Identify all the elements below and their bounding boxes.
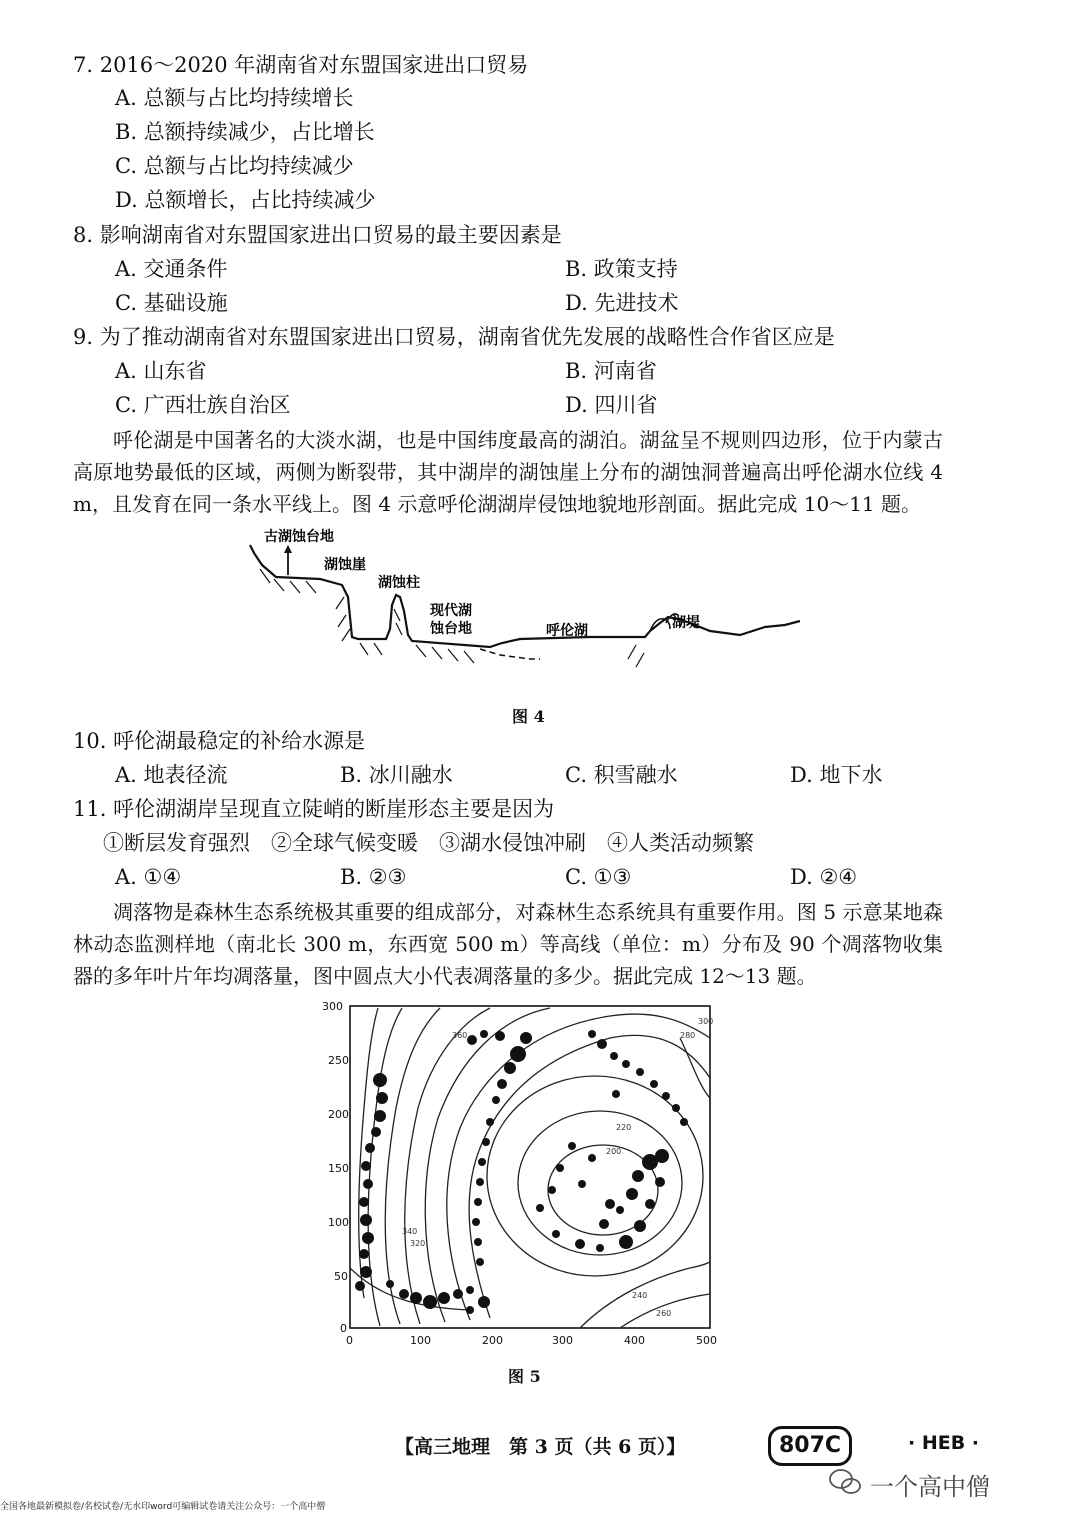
question-11-stem: 11. 呼伦湖湖岸呈现直立陡峭的断崖形态主要是因为 — [73, 797, 555, 821]
question-10-stem: 10. 呼伦湖最稳定的补给水源是 — [73, 729, 366, 753]
collector-dot — [438, 1292, 450, 1304]
q11-option-a: A. ①④ — [115, 865, 182, 889]
contour-label: 200 — [606, 1147, 622, 1156]
x-tick: 200 — [482, 1334, 503, 1347]
collector-dot — [373, 1073, 387, 1087]
collector-dot — [365, 1143, 375, 1153]
collector-dot — [497, 1079, 507, 1089]
collector-dot — [359, 1197, 369, 1207]
q11-option-b: B. ②③ — [340, 865, 407, 889]
collector-dot — [596, 1244, 604, 1252]
collector-dot — [355, 1281, 365, 1291]
label-modern-platform-2: 蚀台地 — [430, 621, 472, 637]
contour-label: 340 — [402, 1227, 418, 1236]
collector-dot — [466, 1286, 474, 1294]
q10-option-d: D. 地下水 — [790, 763, 883, 787]
q10-option-b: B. 冰川融水 — [340, 763, 453, 787]
collector-dot — [619, 1235, 633, 1249]
label-pillar: 湖蚀柱 — [378, 575, 420, 591]
watermark-text: 一个高中僧 — [870, 1473, 990, 1501]
collector-dot — [371, 1127, 381, 1137]
y-tick: 100 — [328, 1216, 349, 1229]
x-tick: 0 — [346, 1334, 353, 1347]
contour-label: 280 — [680, 1031, 696, 1040]
collector-dot — [634, 1220, 646, 1232]
label-cliff: 湖蚀崖 — [324, 557, 366, 573]
q7-option-d: D. 总额增长，占比持续减少 — [115, 188, 376, 212]
contour-label: 260 — [656, 1309, 672, 1318]
label-ancient-platform: 古湖蚀台地 — [264, 529, 334, 545]
x-tick: 400 — [624, 1334, 645, 1347]
q8-option-b: B. 政策支持 — [565, 257, 678, 281]
collector-dot — [453, 1289, 463, 1299]
collector-dot — [536, 1204, 544, 1212]
label-modern-platform-1: 现代湖 — [430, 603, 472, 619]
collector-dot — [556, 1164, 564, 1172]
collector-dot — [588, 1030, 596, 1038]
figure-5-contour-map — [320, 998, 730, 1350]
collector-dot — [588, 1154, 596, 1162]
contour-label: 360 — [452, 1031, 468, 1040]
label-embankment: 湖堤 — [672, 615, 700, 631]
footer-subject: 【高三地理 第 3 页（共 6 页）】 — [395, 1436, 686, 1458]
y-tick: 200 — [328, 1108, 349, 1121]
collector-dot — [472, 1218, 480, 1226]
y-tick: 300 — [322, 1000, 343, 1013]
collector-dot — [655, 1177, 665, 1187]
collector-dot — [476, 1258, 484, 1266]
contour-label: 240 — [632, 1291, 648, 1300]
collector-dot — [597, 1039, 607, 1049]
collector-dot — [386, 1280, 394, 1288]
collector-dot — [616, 1206, 624, 1214]
collector-dot — [363, 1179, 373, 1189]
q10-option-a: A. 地表径流 — [115, 763, 228, 787]
y-tick: 150 — [328, 1162, 349, 1175]
q7-option-a: A. 总额与占比均持续增长 — [115, 86, 354, 110]
q11-option-c: C. ①③ — [565, 865, 632, 889]
q7-option-b: B. 总额持续减少，占比增长 — [115, 120, 375, 144]
figure-5-caption: 图 5 — [508, 1367, 541, 1386]
x-tick: 100 — [410, 1334, 431, 1347]
collector-dot — [486, 1118, 494, 1126]
collector-dot — [622, 1060, 630, 1068]
collector-dot — [662, 1092, 670, 1100]
contour-label: 300 — [698, 1017, 714, 1026]
q9-option-a: A. 山东省 — [115, 359, 207, 383]
passage-hulun: 呼伦湖是中国著名的大淡水湖，也是中国纬度最高的湖泊。湖盆呈不规则四边形，位于内蒙古高原地势最低的区域，两侧为断裂带，其中湖岸的湖蚀崖上分布的湖蚀洞普遍高出呼伦湖水位线 4 m，且发育在同一条水平线上。图 4 示意呼伦湖湖岸侵蚀地貌地形剖面。据此完成 10～11 题。 — [73, 428, 943, 516]
contour-label: 320 — [410, 1239, 426, 1248]
collector-dot — [626, 1188, 638, 1200]
collector-dot — [478, 1158, 486, 1166]
q8-option-c: C. 基础设施 — [115, 291, 228, 315]
collector-dot — [474, 1198, 482, 1206]
collector-dot — [680, 1118, 688, 1126]
question-7-stem: 7. 2016～2020 年湖南省对东盟国家进出口贸易 — [73, 53, 529, 77]
collector-dot — [568, 1142, 576, 1150]
collector-dot — [474, 1238, 482, 1246]
q9-option-c: C. 广西壮族自治区 — [115, 393, 291, 417]
collector-dot — [548, 1186, 556, 1194]
figure-4-caption: 图 4 — [512, 707, 545, 726]
collector-dot — [504, 1062, 516, 1074]
collector-dot — [482, 1138, 490, 1146]
collector-dot — [650, 1080, 658, 1088]
collector-dot — [410, 1292, 422, 1304]
collector-dot — [360, 1266, 372, 1278]
collector-dot — [360, 1214, 372, 1226]
collector-dot — [399, 1289, 409, 1299]
collector-dot — [610, 1052, 618, 1060]
collector-dot — [361, 1161, 371, 1171]
q8-option-a: A. 交通条件 — [115, 257, 228, 281]
collector-dot — [520, 1032, 532, 1044]
collector-dot — [374, 1110, 386, 1122]
x-tick: 300 — [552, 1334, 573, 1347]
x-axis — [346, 1334, 717, 1347]
collector-dot — [552, 1230, 560, 1238]
passage-litter: 凋落物是森林生态系统极其重要的组成部分，对森林生态系统具有重要作用。图 5 示意某地森林动态监测样地（南北长 300 m，东西宽 500 m）等高线（单位：m）分布及 90 个凋落物收集器的多年叶片年均凋落量，图中圆点大小代表凋落量的多少。据此完成 12～13 题。 — [73, 900, 943, 988]
collector-dot — [672, 1104, 680, 1112]
label-lake: 呼伦湖 — [546, 623, 588, 639]
q9-option-d: D. 四川省 — [565, 393, 658, 417]
collector-dot — [575, 1239, 585, 1249]
collector-dot — [605, 1199, 615, 1209]
collector-dot — [476, 1178, 484, 1186]
y-tick: 0 — [340, 1322, 347, 1335]
question-9-stem: 9. 为了推动湖南省对东盟国家进出口贸易，湖南省优先发展的战略性合作省区应是 — [73, 325, 835, 349]
collector-dot — [492, 1096, 500, 1104]
y-tick: 250 — [328, 1054, 349, 1067]
footer-suffix: · HEB · — [908, 1432, 980, 1454]
bottom-note: 全国各地最新模拟卷/名校试卷/无水印word可编辑试卷请关注公众号：一个高中僧 — [0, 1502, 326, 1512]
paper-code: 807C — [768, 1426, 852, 1466]
collector-dot — [510, 1046, 526, 1062]
collector-dot — [645, 1199, 655, 1209]
collector-dot — [655, 1149, 669, 1163]
question-8-stem: 8. 影响湖南省对东盟国家进出口贸易的最主要因素是 — [73, 223, 562, 247]
figure-4-profile — [240, 525, 810, 710]
collector-dot — [495, 1031, 505, 1041]
q11-statements: ①断层发育强烈 ②全球气候变暖 ③湖水侵蚀冲刷 ④人类活动频繁 — [103, 831, 754, 855]
collector-dot — [636, 1068, 644, 1076]
q10-option-c: C. 积雪融水 — [565, 763, 678, 787]
collector-dot — [362, 1232, 374, 1244]
collector-dot — [480, 1030, 488, 1038]
q7-option-c: C. 总额与占比均持续减少 — [115, 154, 354, 178]
x-tick: 500 — [696, 1334, 717, 1347]
collector-dot — [467, 1035, 477, 1045]
collector-dot — [612, 1090, 620, 1098]
contour-label: 220 — [616, 1123, 632, 1132]
y-tick: 50 — [334, 1270, 348, 1283]
q11-option-d: D. ②④ — [790, 865, 858, 889]
collector-dot — [599, 1219, 609, 1229]
collector-dot — [578, 1180, 586, 1188]
collector-dot — [632, 1170, 644, 1182]
collector-dot — [423, 1295, 437, 1309]
y-axis — [322, 1000, 349, 1335]
collector-dot — [466, 1306, 474, 1314]
collector-dot — [478, 1296, 490, 1308]
collector-dot — [376, 1092, 388, 1104]
wechat-icon — [828, 1468, 862, 1496]
q8-option-d: D. 先进技术 — [565, 291, 679, 315]
q9-option-b: B. 河南省 — [565, 359, 657, 383]
collector-dot — [359, 1249, 369, 1259]
